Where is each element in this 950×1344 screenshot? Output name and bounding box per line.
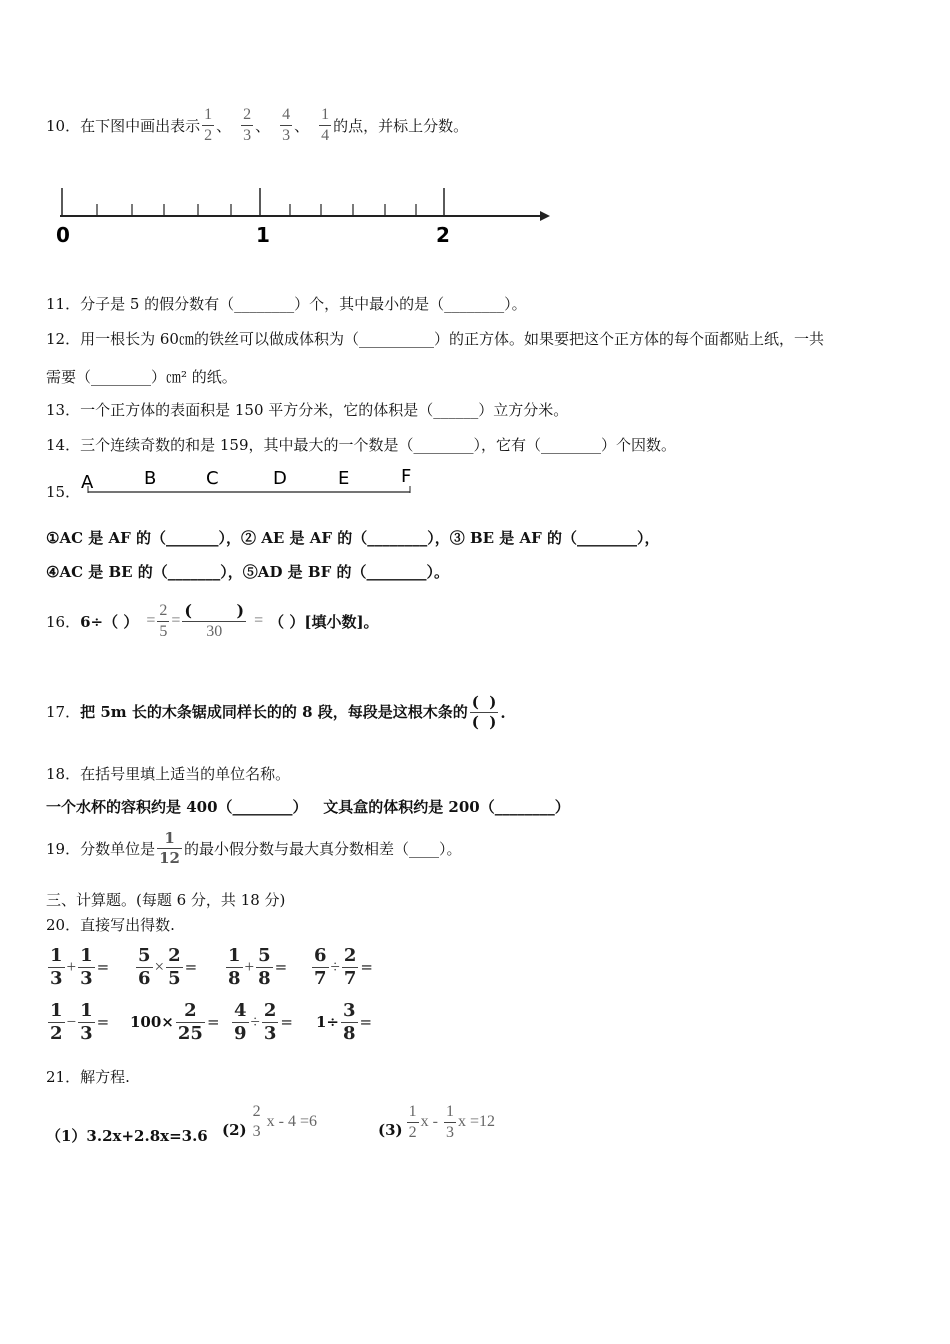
q16-right: （ ）[填小数]。 xyxy=(269,612,379,631)
equation-mid: x - xyxy=(420,1113,442,1130)
equals: = xyxy=(206,1013,220,1031)
question-16 xyxy=(46,596,379,646)
number-line-label-0: 0 xyxy=(56,223,70,247)
fraction: $\frac{2}{3}$ xyxy=(263,999,277,1044)
point-label-b: B xyxy=(144,468,157,489)
question-12-line-2: 需要（________）㎝² 的纸。 xyxy=(46,368,237,386)
fraction-1-2: $\frac{1}{2}$ xyxy=(408,1102,417,1141)
q20-item-8 xyxy=(316,997,372,1047)
q20-item-6 xyxy=(130,997,220,1047)
operator: + xyxy=(244,957,255,976)
separator: 、 xyxy=(216,116,232,135)
point-label-d: D xyxy=(273,468,287,489)
q16-left: 6÷（ ） xyxy=(80,612,139,631)
q20-item-7 xyxy=(230,997,293,1047)
q21-equation-3 xyxy=(378,1097,495,1147)
fraction-1-4: $\frac{1}{4}$ xyxy=(321,105,330,144)
fraction-1-3: $\frac{1}{3}$ xyxy=(445,1102,454,1141)
fraction: $\frac{1}{3}$ xyxy=(50,944,63,989)
operator: × xyxy=(154,957,165,976)
fraction: $\frac{1}{2}$ xyxy=(50,999,63,1044)
equals: = xyxy=(184,958,198,976)
arrow-head-icon xyxy=(540,211,550,221)
fraction: $\frac{1}{3}$ xyxy=(80,944,93,989)
question-18-title: 18．在括号里填上适当的单位名称。 xyxy=(46,765,291,783)
fraction-4-3: $\frac{4}{3}$ xyxy=(282,105,291,144)
q19-fraction-1-12: $\frac{1}{12}$ xyxy=(159,828,180,867)
question-17 xyxy=(46,678,506,738)
separator: 、 xyxy=(294,116,310,135)
point-label-e: E xyxy=(338,468,350,489)
q10-number: 10． xyxy=(46,116,81,135)
q10-text-a: 在下图中画出表示 xyxy=(80,116,201,135)
point-label-f: F xyxy=(401,466,412,487)
question-18-line: 一个水杯的容积约是 400（________） 文具盒的体积约是 200（________） xyxy=(46,798,570,816)
point-label-a: A xyxy=(81,472,94,493)
fraction: $\frac{4}{9}$ xyxy=(234,999,247,1044)
fraction: $\frac{3}{8}$ xyxy=(343,999,356,1044)
number-line xyxy=(50,180,560,250)
question-12-line-1: 12．用一根长为 60㎝的铁丝可以做成体积为（__________）的正方体。如果要把这个正方体的每个面都贴上纸，一共 xyxy=(46,330,824,348)
number-line-label-2: 2 xyxy=(436,223,450,247)
equals: = xyxy=(280,1013,293,1031)
prefix: 1÷ xyxy=(316,1013,340,1031)
fraction: $\frac{1}{8}$ xyxy=(228,944,241,989)
q16-equals-1: = xyxy=(146,612,156,629)
q16-fraction-blank-30: $\frac{( )}{30}$ xyxy=(184,600,245,640)
number-line-label-1: 1 xyxy=(256,223,270,247)
q21-equation-1: （1）3.2x+2.8x=3.6 xyxy=(46,1127,208,1145)
q20-item-1 xyxy=(46,942,109,992)
q17-number: 17． xyxy=(46,703,81,721)
question-15-line-2: ④AC 是 BE 的（_______），⑤AD 是 BF 的（________）。 xyxy=(46,563,449,581)
q20-item-5 xyxy=(46,997,109,1047)
q16-fraction-2-5: $\frac{2}{5}$ xyxy=(159,601,168,640)
q16-number: 16． xyxy=(46,612,81,631)
equals: = xyxy=(274,958,288,976)
question-11: 11．分子是 5 的假分数有（________）个，其中最小的是（________）。 xyxy=(46,295,527,313)
equation-rest: x =12 xyxy=(457,1113,495,1130)
fraction: $\frac{1}{3}$ xyxy=(80,999,93,1044)
q19-text-b: 的最小假分数与最大真分数相差（____）。 xyxy=(183,839,462,858)
equation-rest: x - 4 =6 xyxy=(266,1113,317,1130)
question-13: 13．一个正方体的表面积是 150 平方分米，它的体积是（______）立方分米。 xyxy=(46,401,569,419)
q17-text: 把 5m 长的木条锯成同样长的的 8 段，每段是这根木条的 xyxy=(80,703,468,721)
fraction-1-2: $\frac{1}{2}$ xyxy=(204,105,213,144)
fraction: $\frac{2}{25}$ xyxy=(177,999,203,1044)
segment-diagram xyxy=(78,462,420,502)
fraction-2-3: $\frac{2}{3}$ xyxy=(243,105,252,144)
q15-number: 15． xyxy=(46,483,81,501)
number-line-ticks xyxy=(62,188,444,216)
q21-equation-2 xyxy=(222,1097,317,1147)
equals: = xyxy=(96,1013,110,1031)
operator: + xyxy=(66,957,77,976)
question-10 xyxy=(46,100,468,150)
fraction-2-3: 2 3 xyxy=(252,1103,261,1140)
fraction: $\frac{5}{8}$ xyxy=(258,944,271,989)
q20-item-3 xyxy=(224,942,287,992)
operator: ÷ xyxy=(330,957,340,976)
q17-fraction-blank: $\frac{( )}{( )}$ xyxy=(471,693,497,731)
equation-label: (2) xyxy=(222,1121,247,1139)
fraction: $\frac{2}{7}$ xyxy=(343,944,357,989)
q10-text-b: 的点，并标上分数。 xyxy=(333,116,469,135)
question-20-title: 20．直接写出得数. xyxy=(46,916,175,934)
section-3-title: 三、计算题。(每题 6 分，共 18 分) xyxy=(46,891,286,909)
operator: ÷ xyxy=(250,1012,260,1031)
separator: 、 xyxy=(255,116,271,135)
operator: − xyxy=(66,1012,77,1031)
q16-equals-2: = xyxy=(171,612,181,629)
equals: = xyxy=(359,1013,373,1031)
fraction: $\frac{5}{6}$ xyxy=(138,944,151,989)
question-19 xyxy=(46,826,461,870)
equation-label: (3) xyxy=(378,1121,403,1139)
q20-item-4 xyxy=(310,942,373,992)
prefix: 100× xyxy=(130,1013,174,1031)
question-14: 14．三个连续奇数的和是 159，其中最大的一个数是（________），它有（________）个因数。 xyxy=(46,436,676,454)
question-21-title: 21．解方程. xyxy=(46,1068,130,1086)
point-label-c: C xyxy=(206,468,219,489)
q20-item-2 xyxy=(134,942,197,992)
fraction: $\frac{6}{7}$ xyxy=(314,944,327,989)
q17-end: . xyxy=(500,704,506,722)
question-15-line-1: ①AC 是 AF 的（_______），② AE 是 AF 的（________），③ BE 是 AF 的（________）， xyxy=(46,529,660,547)
q19-text-a: 19．分数单位是 xyxy=(46,839,156,858)
equals: = xyxy=(360,958,373,976)
fraction: $\frac{2}{5}$ xyxy=(168,944,181,989)
equals: = xyxy=(96,958,110,976)
q16-equals-3: = xyxy=(254,612,264,629)
